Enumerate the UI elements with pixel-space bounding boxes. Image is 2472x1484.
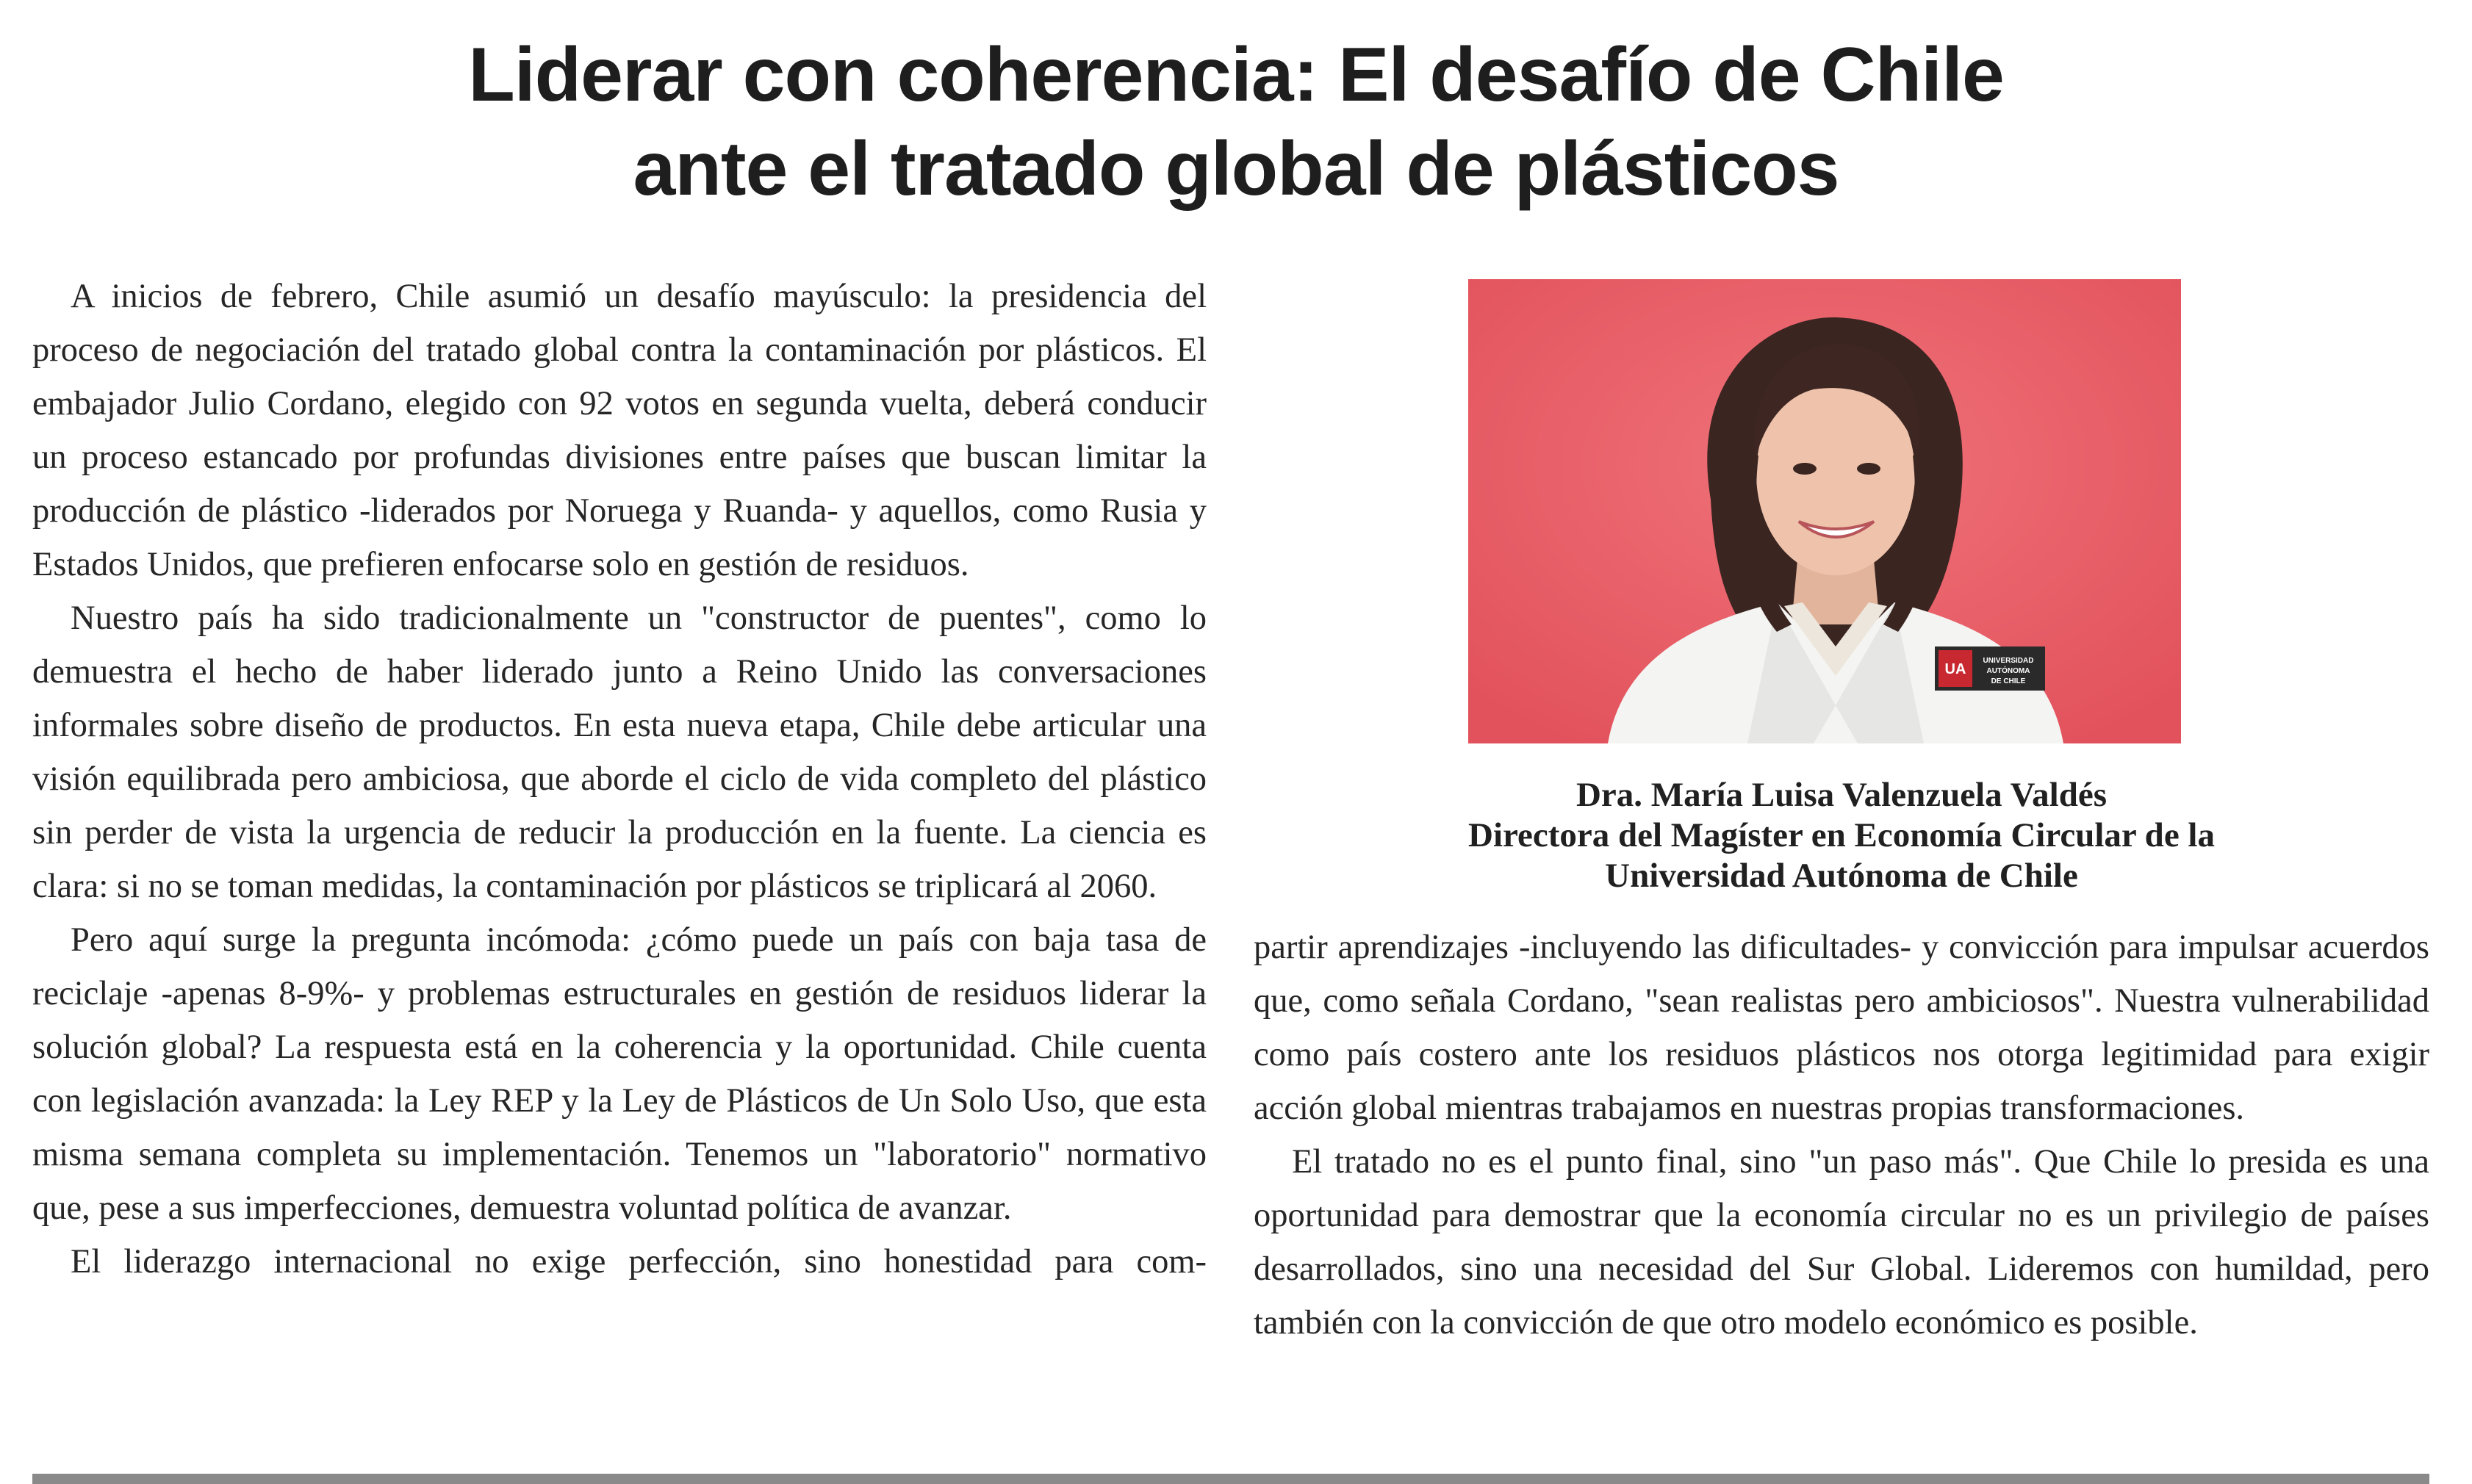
photo-caption <box>1254 775 2429 896</box>
paragraph-3: Pero aquí surge la pregunta incómoda: ¿cómo puede un país con baja tasa de reciclaje -apenas 8-9%- y problemas estructurales en gestión de residuos liderar la solución global? La respuesta está en la coherencia y la oportunidad. Chile cuenta con legislación avanzada: la Ley REP y la Ley de Plásticos de Un Solo Uso, que esta misma semana completa su implementación. Tenemos un "laboratorio" normativo que, pese a sus imperfecciones, demuestra voluntad política de avanzar. <box>32 921 1207 1227</box>
caption-role-2: Universidad Autónoma de Chile <box>1605 857 2078 895</box>
article-headline <box>0 28 2472 216</box>
author-photo <box>1468 279 2181 743</box>
caption-name: Dra. María Luisa Valenzuela Valdés <box>1575 776 2108 814</box>
paragraph-4-continued: partir aprendizajes -incluyendo las dificultades- y convicción para impulsar acuerdos que, como señala Cordano, "sean realistas pero ambiciosos". Nuestra vulnerabilidad como país costero ante los residuos plásticos nos otorga legitimidad para exigir acción global mientras trabajamos en nuestras propias transformaciones. <box>1254 929 2429 1127</box>
badge-text-3: DE CHILE <box>1991 677 2026 685</box>
right-column <box>1254 921 2429 1350</box>
paragraph-2: Nuestro país ha sido tradicionalmente un "constructor de puentes", como lo demuestra el hecho de haber liderado junto a Reino Unido las conversaciones informales sobre diseño de productos. En esta nueva etapa, Chile debe articular una visión equilibrada pero ambiciosa, que aborde el ciclo de vida completo del plástico sin perder de vista la urgencia de reducir la producción en la fuente. La ciencia es clara: si no se toman medidas, la contaminación por plásticos se triplicará al 2060. <box>32 599 1207 905</box>
headline-line-1: Liderar con coherencia: El desafío de Chile <box>468 32 2004 118</box>
badge-text-1: UNIVERSIDAD <box>1983 657 2034 665</box>
left-column <box>32 270 1207 1289</box>
paragraph-1: A inicios de febrero, Chile asumió un desafío mayúsculo: la presidencia del proceso de negociación del tratado global contra la contaminación por plásticos. El embajador Julio Cordano, elegido con 92 votos en segunda vuelta, deberá conducir un proceso estancado por profundas divisiones entre países que buscan limitar la producción de plástico -liderados por Noruega y Ruanda- y aquellos, como Rusia y Estados Unidos, que prefieren enfocarse solo en gestión de residuos. <box>32 278 1207 583</box>
paragraph-4-start: El liderazgo internacional no exige perfección, sino honestidad para com- <box>71 1243 1207 1281</box>
headline-line-2: ante el tratado global de plásticos <box>633 126 1839 212</box>
badge-mark: UA <box>1944 661 1966 677</box>
portrait-illustration <box>1468 279 2181 743</box>
bottom-divider <box>32 1474 2429 1484</box>
caption-role-1: Directora del Magíster en Economía Circular de la <box>1468 816 2215 854</box>
paragraph-5: El tratado no es el punto final, sino "un paso más". Que Chile lo presida es una oportunidad para demostrar que la economía circular no es un privilegio de países desarrollados, sino una necesidad del Sur Global. Lideremos con humildad, pero también con la convicción de que otro modelo económico es posible. <box>1254 1143 2429 1341</box>
badge-text-2: AUTÓNOMA <box>1986 667 2030 675</box>
